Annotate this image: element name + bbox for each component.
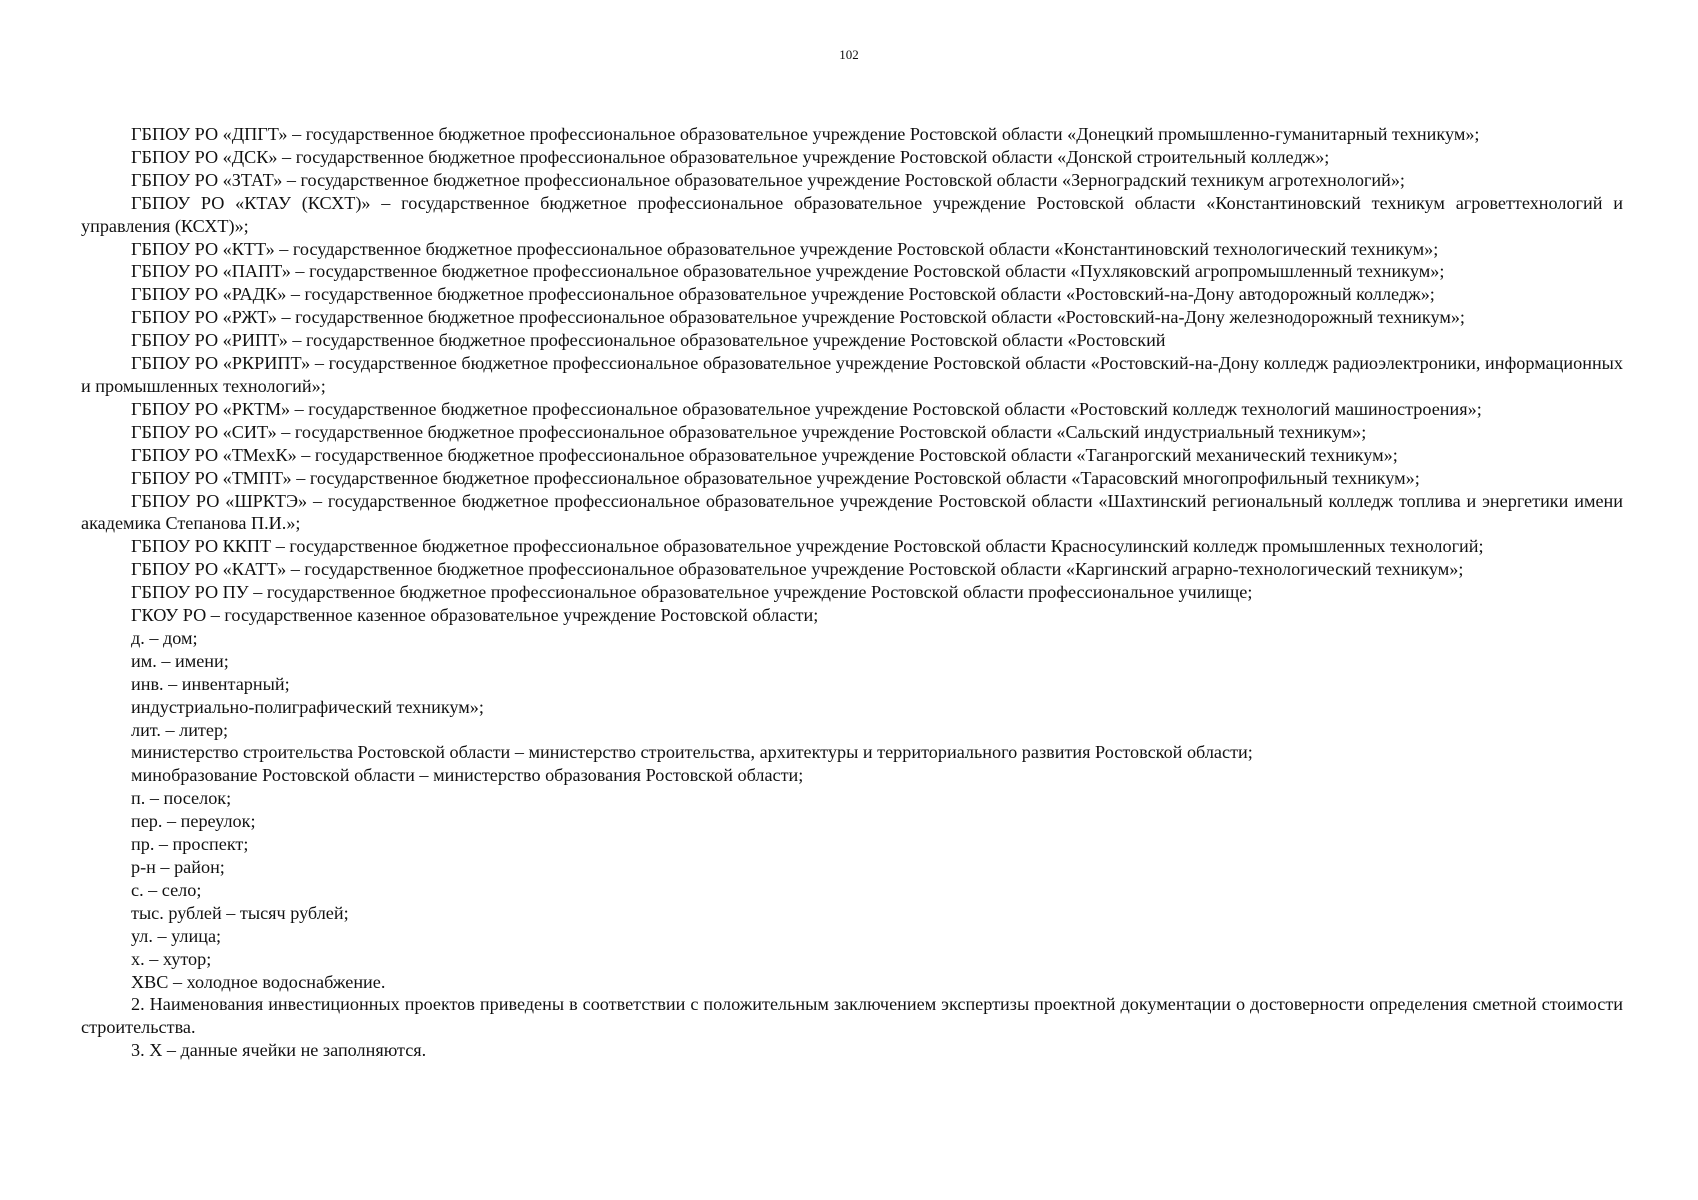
text-fragment: индустриально-полиграфический техникум»; [131, 696, 484, 717]
abbreviation-radk: ГБПОУ РО «РАДК» – государственное бюджетное профессиональное образовательное учреждение Ростовской области «Ростовский-на-Дону автодорожный колледж»; [131, 284, 1435, 305]
note-2: 2. Наименования инвестиционных проектов приведены в соответствии с положительным заключением экспертизы проектной документации о достоверности определения сметной стоимости строительства. [81, 994, 1623, 1038]
abbreviation-tmehk: ГБПОУ РО «ТМехК» – государственное бюджетное профессиональное образовательное учреждение Ростовской области «Таганрогский механический техникум»; [131, 444, 1398, 465]
abbreviation-kkpt: ГБПОУ РО ККПТ – государственное бюджетное профессиональное образовательное учреждение Ростовской области Красносулинский колледж промышленных технологий; [131, 536, 1484, 557]
abbreviation-rktm: ГБПОУ РО «РКТМ» – государственное бюджетное профессиональное образовательное учреждение Ростовской области «Ростовский колледж технологий машиностроения»; [131, 398, 1482, 419]
abbreviation-shrkte: ГБПОУ РО «ШРКТЭ» – государственное бюджетное профессиональное образовательное учреждение Ростовской области «Шахтинский региональный колледж топлива и энергетики имени академика Степанова П.И.»; [81, 490, 1623, 534]
document-body [81, 123, 1623, 1062]
abbreviation-rkript: ГБПОУ РО «РКРИПТ» – государственное бюджетное профессиональное образовательное учреждение Ростовской области «Ростовский-на-Дону колледж радиоэлектроники, информационных и промышленных технологий»; [81, 353, 1623, 396]
abbreviation-lit: лит. – литер; [131, 719, 229, 740]
abbreviation-inv: инв. – инвентарный; [131, 673, 290, 694]
abbreviation-papt: ГБПОУ РО «ПАПТ» – государственное бюджетное профессиональное образовательное учреждение Ростовской области «Пухляковский агропромышленный техникум»; [131, 261, 1445, 282]
abbreviation-p: п. – поселок; [131, 788, 232, 809]
abbreviation-minstroy: министерство строительства Ростовской области – министерство строительства, архитектуры и территориального развития Ростовской области; [131, 742, 1253, 763]
abbreviation-ktt: ГБПОУ РО «КТТ» – государственное бюджетное профессиональное образовательное учреждение Ростовской области «Константиновский технологический техникум»; [131, 238, 1439, 259]
abbreviation-im: им. – имени; [131, 650, 229, 671]
abbreviation-h: х. – хутор; [131, 948, 212, 969]
note-3: 3. Х – данные ячейки не заполняются. [131, 1040, 427, 1061]
abbreviation-ript: ГБПОУ РО «РИПТ» – государственное бюджетное профессиональное образовательное учреждение Ростовской области «Ростовский [131, 330, 1166, 351]
abbreviation-d: д. – дом; [131, 627, 198, 648]
abbreviation-hvs: ХВС – холодное водоснабжение. [131, 971, 386, 992]
abbreviation-dpgt: ГБПОУ РО «ДПГТ» – государственное бюджетное профессиональное образовательное учреждение Ростовской области «Донецкий промышленно-гуманитарный техникум»; [131, 124, 1480, 144]
abbreviation-tys-rub: тыс. рублей – тысяч рублей; [131, 902, 349, 923]
abbreviation-ktau: ГБПОУ РО «КТАУ (КСХТ)» – государственное бюджетное профессиональное образовательное учреждение Ростовской области «Константиновский техникум агроветтехнологий и управления (КСХТ)»; [81, 192, 1623, 236]
abbreviation-ul: ул. – улица; [131, 925, 222, 946]
abbreviation-pr: пр. – проспект; [131, 834, 249, 855]
abbreviation-per: пер. – переулок; [131, 811, 256, 832]
abbreviation-s: с. – село; [131, 879, 202, 900]
abbreviation-rn: р-н – район; [131, 857, 225, 877]
abbreviation-pu: ГБПОУ РО ПУ – государственное бюджетное профессиональное образовательное учреждение Ростовской области профессиональное училище; [131, 582, 1253, 603]
abbreviation-ztat: ГБПОУ РО «ЗТАТ» – государственное бюджетное профессиональное образовательное учреждение Ростовской области «Зерноградский техникум агротехнологий»; [131, 169, 1405, 190]
abbreviation-rzht: ГБПОУ РО «РЖТ» – государственное бюджетное профессиональное образовательное учреждение Ростовской области «Ростовский-на-Дону железнодорожный техникум»; [131, 307, 1465, 328]
abbreviation-sit: ГБПОУ РО «СИТ» – государственное бюджетное профессиональное образовательное учреждение Ростовской области «Сальский индустриальный техникум»; [131, 421, 1367, 442]
abbreviation-tmpt: ГБПОУ РО «ТМПТ» – государственное бюджетное профессиональное образовательное учреждение Ростовской области «Тарасовский многопрофильный техникум»; [131, 467, 1420, 488]
abbreviation-minobr: минобразование Ростовской области – министерство образования Ростовской области; [131, 765, 804, 786]
abbreviation-dsk: ГБПОУ РО «ДСК» – государственное бюджетное профессиональное образовательное учреждение Ростовской области «Донской строительный колледж»; [131, 146, 1330, 167]
abbreviation-katt: ГБПОУ РО «КАТТ» – государственное бюджетное профессиональное образовательное учреждение Ростовской области «Каргинский аграрно-технологический техникум»; [131, 559, 1464, 580]
page-number: 102 [839, 47, 859, 62]
abbreviation-gkou: ГКОУ РО – государственное казенное образовательное учреждение Ростовской области; [131, 605, 819, 626]
